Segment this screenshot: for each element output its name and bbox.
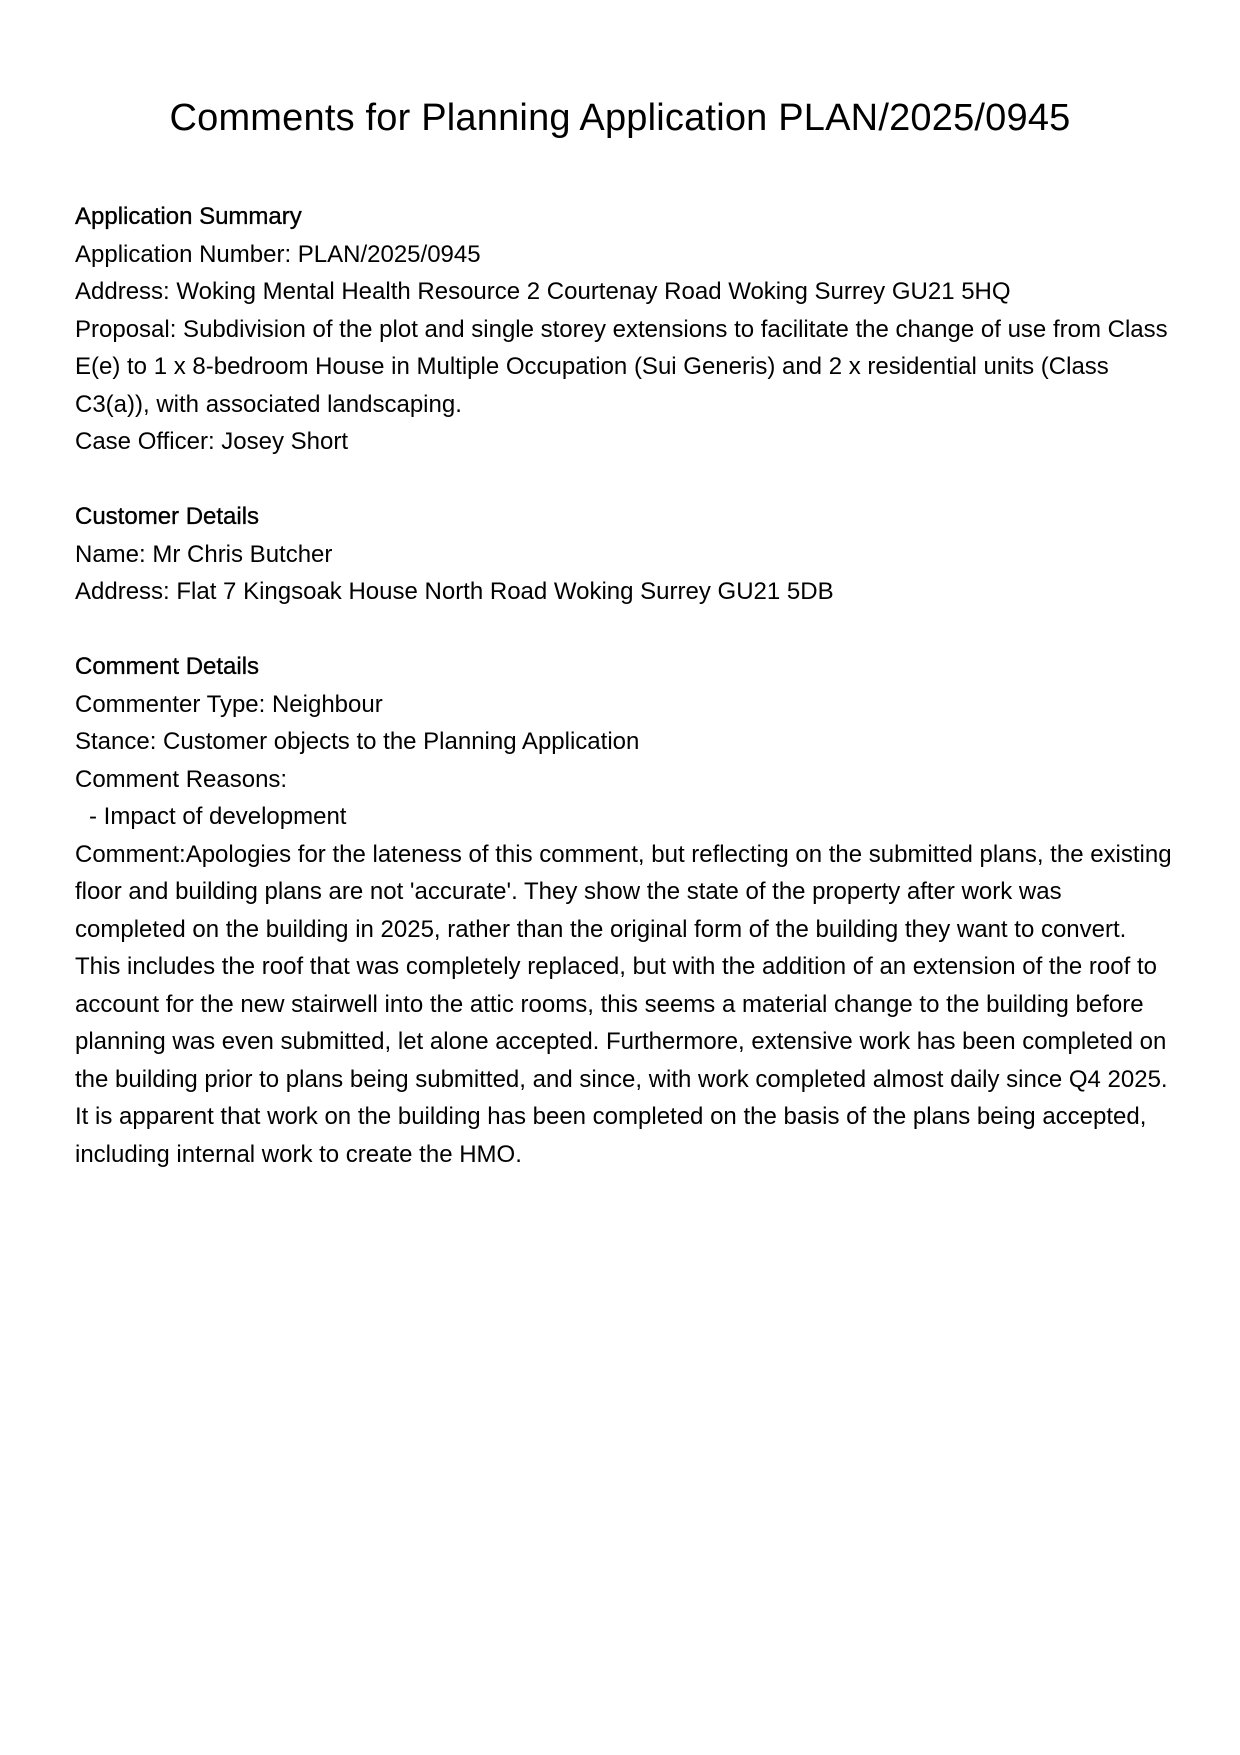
commenter-type: Commenter Type: Neighbour: [75, 690, 383, 718]
customer-details-section: [75, 498, 1175, 611]
comment-reasons-label: Comment Reasons:: [75, 765, 288, 793]
document-content: [75, 198, 1175, 1211]
customer-name: Name: Mr Chris Butcher: [75, 540, 333, 568]
comment-text: Comment:Apologies for the lateness of this comment, but reflecting on the submitted plans, the existing floor and building plans are not 'accurate'. They show the state of the property after work was completed on the building in 2025, rather than the original form of the building they want to convert. This includes the roof that was completely replaced, but with the addition of an extension of the roof to account for the new stairwell into the attic rooms, this seems a material change to the building before planning was even submitted, let alone accepted. Furthermore, extensive work has been completed on the building prior to plans being submitted, and since, with work completed almost daily since Q4 2025. It is apparent that work on the building has been completed on the basis of the plans being accepted, including internal work to create the HMO.: [75, 840, 1172, 1168]
comment-stance: Stance: Customer objects to the Planning Application: [75, 728, 640, 755]
comment-details-heading: Comment Details: [75, 653, 260, 680]
application-address: Address: Woking Mental Health Resource 2 Courtenay Road Woking Surrey GU21 5HQ: [75, 278, 1011, 305]
comment-details-section: [75, 648, 1175, 1173]
case-officer: Case Officer: Josey Short: [75, 428, 348, 455]
comment-reason-item: - Impact of development: [89, 803, 347, 830]
page-title: Comments for Planning Application PLAN/2025/0945: [169, 97, 1071, 139]
customer-details-heading: Customer Details: [75, 503, 260, 530]
application-proposal: Proposal: Subdivision of the plot and single storey extensions to facilitate the change of use from Class E(e) to 1 x 8-bedroom House in Multiple Occupation (Sui Generis) and 2 x residential units (Class C3(a)), with associated landscaping.: [75, 315, 1168, 418]
customer-address: Address: Flat 7 Kingsoak House North Road Woking Surrey GU21 5DB: [75, 578, 834, 605]
application-number: Application Number: PLAN/2025/0945: [75, 240, 481, 268]
application-summary-heading: Application Summary: [75, 203, 302, 230]
application-summary-section: [75, 198, 1175, 461]
